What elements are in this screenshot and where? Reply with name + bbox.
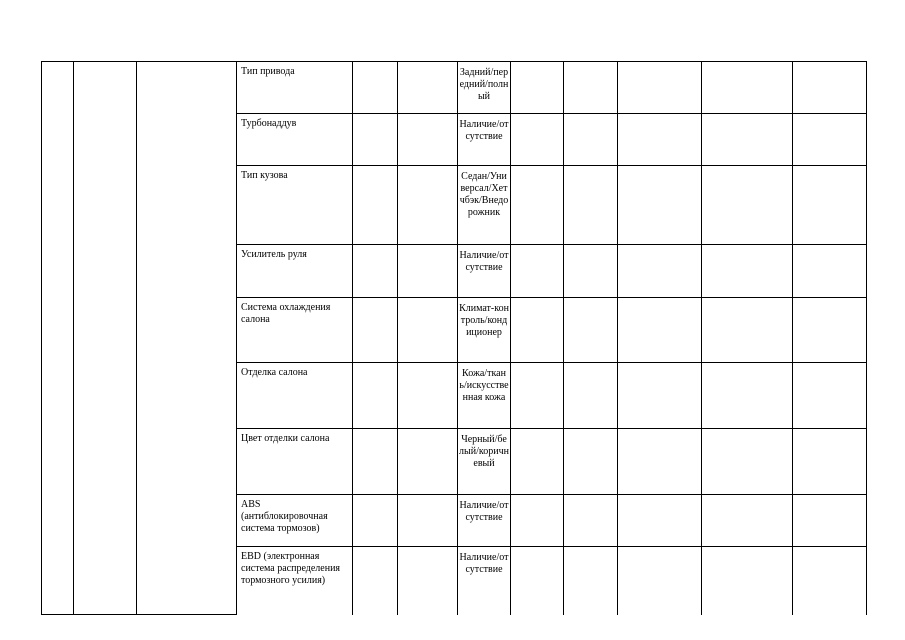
empty-cell — [702, 166, 793, 245]
empty-cell — [618, 114, 702, 166]
parameter-cell: ABS (антиблокировочная система тормозов) — [237, 495, 353, 547]
parameter-cell: Цвет отделки салона — [237, 429, 353, 495]
empty-cell — [793, 298, 867, 363]
table-row — [42, 62, 867, 114]
empty-cell — [618, 245, 702, 298]
empty-cell — [398, 495, 458, 547]
unit-cell: Седан/Универсал/Хетчбэк/Внедорожник — [458, 166, 511, 245]
empty-cell — [398, 166, 458, 245]
empty-cell — [618, 429, 702, 495]
empty-cell — [564, 547, 618, 615]
empty-cell — [793, 547, 867, 615]
empty-cell — [618, 62, 702, 114]
parameter-cell: Тип привода — [237, 62, 353, 114]
empty-cell — [353, 363, 398, 429]
empty-cell — [353, 62, 398, 114]
empty-cell — [398, 363, 458, 429]
spec-table — [41, 61, 867, 615]
parameter-cell: Система охлаждения салона — [237, 298, 353, 363]
unit-cell: Наличие/отсутствие — [458, 547, 511, 615]
empty-cell — [702, 429, 793, 495]
empty-cell — [511, 363, 564, 429]
empty-cell — [564, 114, 618, 166]
col-a-cell — [42, 62, 74, 615]
empty-cell — [353, 114, 398, 166]
empty-cell — [618, 363, 702, 429]
empty-cell — [793, 245, 867, 298]
empty-cell — [353, 298, 398, 363]
empty-cell — [793, 495, 867, 547]
empty-cell — [564, 62, 618, 114]
parameter-cell: EBD (электронная система распределения тормозного усилия) — [237, 547, 353, 615]
empty-cell — [511, 114, 564, 166]
empty-cell — [618, 298, 702, 363]
empty-cell — [702, 547, 793, 615]
empty-cell — [618, 166, 702, 245]
unit-cell: Кожа/ткань/искусственная кожа — [458, 363, 511, 429]
empty-cell — [793, 114, 867, 166]
empty-cell — [702, 495, 793, 547]
empty-cell — [793, 62, 867, 114]
empty-cell — [793, 429, 867, 495]
empty-cell — [398, 245, 458, 298]
unit-cell: Задний/передний/полный — [458, 62, 511, 114]
unit-cell: Наличие/отсутствие — [458, 114, 511, 166]
empty-cell — [353, 495, 398, 547]
parameter-cell: Тип кузова — [237, 166, 353, 245]
empty-cell — [564, 166, 618, 245]
empty-cell — [511, 547, 564, 615]
empty-cell — [511, 166, 564, 245]
col-b-cell — [74, 62, 137, 615]
empty-cell — [564, 363, 618, 429]
empty-cell — [793, 166, 867, 245]
empty-cell — [702, 298, 793, 363]
empty-cell — [564, 495, 618, 547]
empty-cell — [353, 547, 398, 615]
parameter-cell: Усилитель руля — [237, 245, 353, 298]
empty-cell — [511, 245, 564, 298]
empty-cell — [564, 245, 618, 298]
empty-cell — [564, 429, 618, 495]
empty-cell — [398, 298, 458, 363]
empty-cell — [793, 363, 867, 429]
empty-cell — [353, 166, 398, 245]
empty-cell — [564, 298, 618, 363]
empty-cell — [511, 298, 564, 363]
empty-cell — [511, 62, 564, 114]
parameter-cell: Отделка салона — [237, 363, 353, 429]
empty-cell — [353, 245, 398, 298]
empty-cell — [618, 495, 702, 547]
empty-cell — [702, 62, 793, 114]
empty-cell — [511, 495, 564, 547]
empty-cell — [702, 245, 793, 298]
empty-cell — [511, 429, 564, 495]
unit-cell: Черный/белый/коричневый — [458, 429, 511, 495]
unit-cell: Климат-контроль/кондиционер — [458, 298, 511, 363]
empty-cell — [398, 114, 458, 166]
empty-cell — [398, 62, 458, 114]
empty-cell — [398, 429, 458, 495]
empty-cell — [353, 429, 398, 495]
empty-cell — [618, 547, 702, 615]
unit-cell: Наличие/отсутствие — [458, 495, 511, 547]
empty-cell — [398, 547, 458, 615]
empty-cell — [702, 114, 793, 166]
unit-cell: Наличие/отсутствие — [458, 245, 511, 298]
col-c-cell — [137, 62, 237, 615]
parameter-cell: Турбонаддув — [237, 114, 353, 166]
empty-cell — [702, 363, 793, 429]
